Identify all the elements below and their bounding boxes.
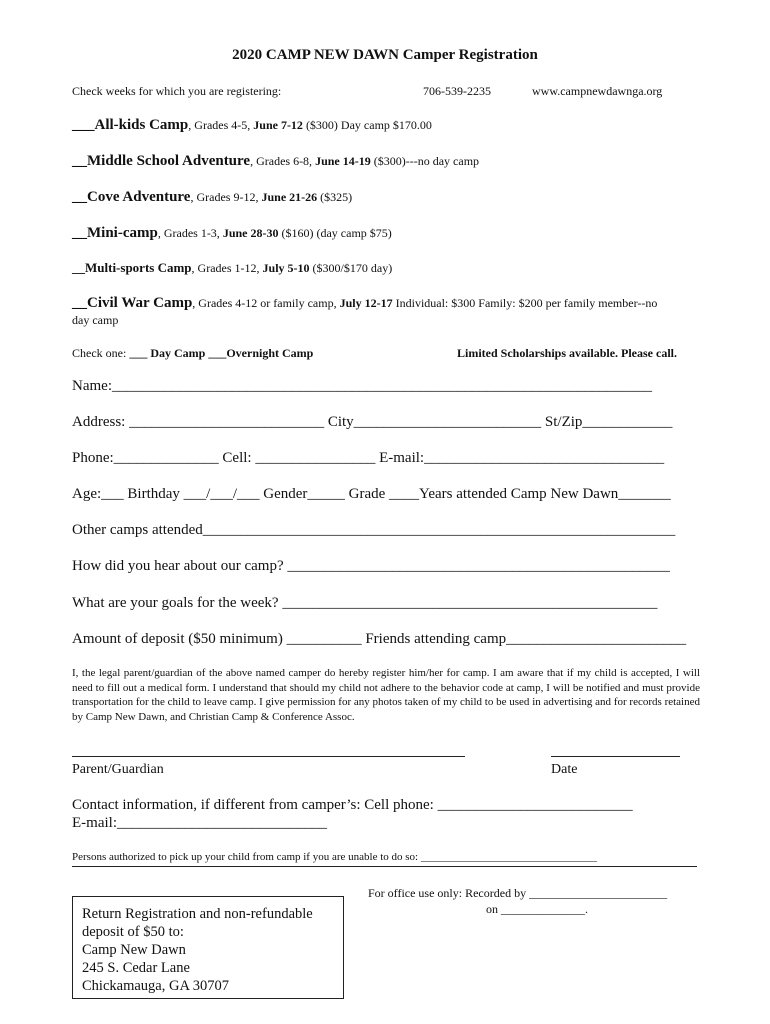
hear-about-field[interactable]: How did you hear about our camp? ___________________________________________________: [72, 558, 670, 574]
camp-option-mini-camp[interactable]: [72, 225, 392, 242]
camp-option-middle-school[interactable]: [72, 153, 479, 170]
camp-dates: July 5-10: [262, 261, 310, 275]
camp-price: ($325): [317, 190, 353, 204]
camp-grades: , Grades 1-3,: [157, 226, 223, 240]
camp-grades: , Grades 4-5,: [188, 118, 254, 132]
contact-info-field[interactable]: Contact information, if different from camper’s: Cell phone: __________________________: [72, 797, 633, 813]
camp-grades: , Grades 4-12 or family camp,: [192, 296, 340, 310]
camp-price: ($300) Day camp $170.00: [302, 118, 432, 132]
return-line: deposit of $50 to:: [82, 924, 184, 940]
consent-paragraph: I, the legal parent/guardian of the above named camper do hereby register him/her for camp. I am aware that if my child is accepted, I will need to fill out a medical form. I understand that should my child not adhere to the behavior code at camp, I will be notified and must provide transportation for the child to leave camp. I give permission for any photos taken of my child to be used in advertising and for records retained by Camp New Dawn, and Christian Camp & Conference Assoc.: [72, 667, 700, 723]
camp-blank: __: [72, 225, 87, 241]
age-birthday-field[interactable]: Age:___ Birthday ___/___/___ Gender_____ Grade ____Years attended Camp New Dawn_______: [72, 486, 671, 502]
phone-number: 706-539-2235: [423, 84, 491, 98]
camp-price: ($300)---no day camp: [370, 154, 480, 168]
camp-name: Civil War Camp: [87, 295, 193, 311]
camp-dates: June 14-19: [315, 154, 371, 168]
check-one-label: Check one:: [72, 346, 130, 360]
camp-dates: July 12-17: [339, 296, 393, 310]
office-recorded-on: on ______________.: [486, 902, 588, 916]
camp-blank: __: [72, 189, 87, 205]
contact-email-field[interactable]: E-mail:____________________________: [72, 815, 327, 831]
camp-dates: June 7-12: [253, 118, 303, 132]
pickup-divider: [72, 866, 697, 867]
parent-guardian-label: Parent/Guardian: [72, 762, 164, 777]
camp-blank: __: [72, 295, 87, 311]
camp-grades: , Grades 6-8,: [250, 154, 316, 168]
check-one-row[interactable]: [72, 346, 313, 361]
camp-civil-war-line2: day camp: [72, 313, 119, 327]
page-title: 2020 CAMP NEW DAWN Camper Registration: [232, 47, 538, 63]
camp-price: ($300/$170 day): [309, 261, 393, 275]
return-address-box: [72, 896, 344, 999]
website[interactable]: www.campnewdawnga.org: [532, 84, 663, 98]
camp-grades: , Grades 1-12,: [191, 261, 263, 275]
camp-name: Middle School Adventure: [87, 153, 251, 169]
deposit-field[interactable]: Amount of deposit ($50 minimum) __________ Friends attending camp________________________: [72, 631, 687, 647]
return-line: Return Registration and non-refundable: [82, 906, 313, 922]
camp-option-all-kids[interactable]: [72, 117, 432, 134]
camp-name: Multi-sports Camp: [85, 260, 192, 275]
camp-price: Individual: $300 Family: $200 per family member--no: [392, 296, 658, 310]
camp-blank: __: [72, 260, 85, 275]
camp-price: ($160) (day camp $75): [278, 226, 392, 240]
date-label: Date: [551, 762, 578, 777]
camp-grades: , Grades 9-12,: [190, 190, 262, 204]
camp-option-civil-war[interactable]: [72, 295, 657, 312]
name-field[interactable]: Name:________________________________________________________________________: [72, 378, 652, 394]
scholarship-note: Limited Scholarships available. Please call.: [457, 346, 678, 360]
other-camps-field[interactable]: Other camps attended_______________________________________________________________: [72, 522, 676, 538]
camp-dates: June 28-30: [222, 226, 279, 240]
camp-option-cove-adventure[interactable]: [72, 189, 352, 206]
camp-option-multi-sports[interactable]: [72, 260, 392, 276]
office-recorded-by: For office use only: Recorded by _______________________: [368, 886, 668, 900]
camp-name: Mini-camp: [87, 225, 158, 241]
date-signature-line[interactable]: [551, 756, 680, 757]
check-weeks-label: Check weeks for which you are registering:: [72, 84, 282, 98]
camp-type-options[interactable]: ___ Day Camp ___Overnight Camp: [129, 346, 314, 360]
return-line: Chickamauga, GA 30707: [82, 978, 229, 994]
address-field[interactable]: Address: __________________________ City_________________________ St/Zip____________: [72, 414, 673, 430]
phone-field[interactable]: Phone:______________ Cell: ________________ E-mail:________________________________: [72, 450, 665, 466]
pickup-persons-field[interactable]: Persons authorized to pick up your child from camp if you are unable to do so: ________________________________: [72, 851, 597, 863]
camp-dates: June 21-26: [261, 190, 318, 204]
parent-signature-line[interactable]: [72, 756, 465, 757]
camp-name: Cove Adventure: [87, 189, 191, 205]
camp-name: All-kids Camp: [94, 117, 189, 133]
return-line: 245 S. Cedar Lane: [82, 960, 190, 976]
goals-field[interactable]: What are your goals for the week? __________________________________________________: [72, 595, 658, 611]
return-line: Camp New Dawn: [82, 942, 186, 958]
camp-blank: __: [72, 153, 87, 169]
camp-blank: ___: [72, 117, 95, 133]
